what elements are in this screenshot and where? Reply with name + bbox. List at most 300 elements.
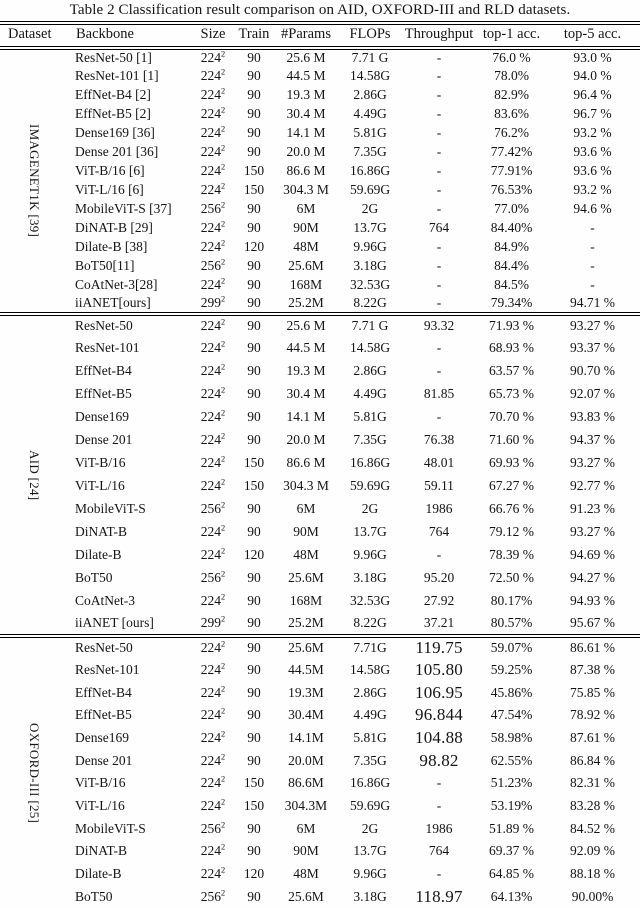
cell-train: 150 xyxy=(243,478,265,494)
table-row xyxy=(0,840,640,863)
cell-size xyxy=(190,521,236,544)
cell-params: 25.2M xyxy=(288,615,324,631)
size-value: 224 xyxy=(200,50,222,66)
cell-params: 44.5M xyxy=(288,661,324,677)
table-row xyxy=(0,613,640,636)
size-exponent: 2 xyxy=(221,200,226,210)
size-exponent: 2 xyxy=(221,614,226,624)
cell-throughput: - xyxy=(436,798,442,814)
cell-params: 25.6 M xyxy=(272,48,340,67)
dataset-label: AID [24] xyxy=(26,449,42,501)
cell-flops: 13.7G xyxy=(353,524,387,540)
cell-top5: 87.38 % xyxy=(570,661,615,677)
cell-train: 120 xyxy=(243,866,265,882)
cell-train: 90 xyxy=(247,106,261,122)
cell-backbone: CoAtNet-3 xyxy=(75,593,135,609)
cell-train: 90 xyxy=(247,570,261,586)
cell-size xyxy=(190,636,236,659)
cell-top1: 69.93 % xyxy=(489,455,534,471)
cell-top5: 93.27 % xyxy=(570,524,615,540)
cell-backbone: BoT50 xyxy=(75,888,113,904)
cell-throughput: 104.88 xyxy=(415,728,463,748)
column-header-train: Train xyxy=(236,23,272,48)
cell-size xyxy=(190,276,236,295)
cell-backbone: MobileViT-S xyxy=(75,501,146,517)
cell-params: 90M xyxy=(293,524,319,540)
cell-size xyxy=(190,727,236,750)
cell-size xyxy=(190,452,236,475)
cell-size xyxy=(190,749,236,772)
header-row xyxy=(0,23,640,48)
cell-train: 90 xyxy=(247,730,261,745)
cell-top1: 68.93 % xyxy=(489,340,534,356)
table-row xyxy=(0,818,640,841)
cell-size xyxy=(190,124,236,143)
cell-train: 90 xyxy=(247,661,261,677)
table-row xyxy=(0,105,640,124)
cell-size xyxy=(190,544,236,567)
cell-top1: 51.23% xyxy=(490,775,533,791)
cell-top1: 84.4% xyxy=(494,258,529,274)
size-exponent: 2 xyxy=(221,362,226,372)
cell-size xyxy=(190,200,236,219)
cell-top1: 59.25% xyxy=(490,661,533,677)
size-value: 224 xyxy=(200,866,222,882)
cell-backbone: Dense 201 [36] xyxy=(75,144,159,160)
size-value: 256 xyxy=(200,258,222,274)
cell-throughput: - xyxy=(436,144,442,160)
table-row xyxy=(0,772,640,795)
cell-flops: 14.58G xyxy=(349,68,391,84)
cell-top1: 51.89 % xyxy=(489,820,534,836)
cell-throughput: 1986 xyxy=(425,820,453,836)
cell-backbone: MobileViT-S [37] xyxy=(75,201,172,217)
cell-top5: 93.27 % xyxy=(570,455,615,471)
cell-top5: 93.2 % xyxy=(573,182,612,198)
cell-top1: 70.70 % xyxy=(489,409,534,425)
size-exponent: 2 xyxy=(221,238,226,248)
size-exponent: 2 xyxy=(221,774,226,784)
cell-size xyxy=(190,143,236,162)
column-header-backbone: Backbone xyxy=(68,23,190,48)
size-exponent: 2 xyxy=(221,661,226,671)
cell-params: 48M xyxy=(293,866,319,882)
cell-top5: 94.93 % xyxy=(570,593,615,609)
table-row xyxy=(0,749,640,772)
table-row xyxy=(0,544,640,567)
cell-top5: 86.61 % xyxy=(545,636,640,659)
table-caption: Table 2 Classification result comparison on AID, OXFORD-III and RLD datasets. xyxy=(69,2,571,18)
cell-size xyxy=(190,86,236,105)
cell-top1: 84.40% xyxy=(490,220,533,236)
cell-flops: 7.35G xyxy=(353,752,387,768)
table-row xyxy=(0,48,640,67)
size-exponent: 2 xyxy=(221,684,226,694)
cell-top5: 93.37 % xyxy=(570,340,615,356)
cell-train: 90 xyxy=(247,68,261,84)
cell-size xyxy=(190,840,236,863)
table-row xyxy=(0,314,640,337)
cell-train: 120 xyxy=(243,239,265,255)
size-exponent: 2 xyxy=(221,276,226,286)
cell-top5: 78.92 % xyxy=(570,707,615,723)
cell-train: 90 xyxy=(247,386,261,402)
cell-backbone: iiANET [ours] xyxy=(75,615,154,631)
cell-size xyxy=(190,314,236,337)
cell-throughput: 37.21 xyxy=(423,615,455,631)
cell-throughput: 764 xyxy=(428,524,450,540)
size-exponent: 2 xyxy=(221,294,226,304)
cell-train: 90 xyxy=(247,409,261,425)
cell-size xyxy=(190,613,236,636)
size-exponent: 2 xyxy=(221,729,226,739)
cell-backbone: ViT-L/16 [6] xyxy=(75,182,144,198)
cell-top5: 93.27 % xyxy=(545,314,640,337)
cell-flops: 2G xyxy=(361,820,379,836)
cell-top5: 83.28 % xyxy=(570,798,615,814)
cell-flops: 16.86G xyxy=(349,163,391,179)
cell-throughput: - xyxy=(436,547,442,563)
cell-throughput: 59.11 xyxy=(424,478,454,494)
cell-params: 14.1M xyxy=(288,730,324,745)
cell-top5: 90.00% xyxy=(571,888,614,904)
cell-train: 90 xyxy=(247,888,261,904)
cell-top1: 76.2% xyxy=(494,125,529,141)
size-exponent: 2 xyxy=(221,408,226,418)
table-row xyxy=(0,704,640,727)
cell-top1: 65.73 % xyxy=(489,386,534,402)
cell-params: 30.4 M xyxy=(286,386,326,402)
cell-top5: - xyxy=(590,277,595,293)
cell-top5: - xyxy=(590,220,595,236)
cell-top5: 93.83 % xyxy=(570,409,615,425)
size-exponent: 2 xyxy=(221,454,226,464)
cell-train: 90 xyxy=(247,144,261,160)
table-row xyxy=(0,475,640,498)
cell-backbone: ResNet-101 xyxy=(75,661,140,677)
column-header-flops: FLOPs xyxy=(340,23,400,48)
cell-backbone: ResNet-50 xyxy=(68,314,190,337)
cell-backbone: DiNAT-B xyxy=(75,843,128,859)
cell-params: 86.6 M xyxy=(286,455,326,471)
size-value: 224 xyxy=(200,363,222,379)
cell-flops: 7.35G xyxy=(353,144,387,160)
column-header-params: #Params xyxy=(272,23,340,48)
size-exponent: 2 xyxy=(221,546,226,556)
cell-top1: 82.9% xyxy=(494,87,529,103)
size-value: 224 xyxy=(200,478,222,494)
cell-train: 90 xyxy=(247,843,261,859)
cell-size xyxy=(190,238,236,257)
cell-top1: 76.0 % xyxy=(478,48,545,67)
column-header-top-1-acc: top-1 acc. xyxy=(478,23,545,48)
size-exponent: 2 xyxy=(221,752,226,762)
size-exponent: 2 xyxy=(221,124,226,134)
table-row xyxy=(0,452,640,475)
cell-top1: 58.98% xyxy=(490,730,533,745)
cell-top1: 84.9% xyxy=(494,239,529,255)
dataset-label-cell xyxy=(0,48,68,314)
cell-backbone: Dilate-B [38] xyxy=(75,239,148,255)
cell-size xyxy=(190,181,236,200)
cell-size xyxy=(190,886,236,908)
size-value: 224 xyxy=(200,455,222,471)
cell-flops: 8.22G xyxy=(353,615,387,631)
cell-train: 90 xyxy=(247,340,261,356)
cell-flops: 7.71 G xyxy=(340,314,400,337)
cell-flops: 7.35G xyxy=(353,432,387,448)
cell-size xyxy=(190,818,236,841)
table-row xyxy=(0,124,640,143)
size-exponent: 2 xyxy=(221,257,226,267)
size-value: 224 xyxy=(200,318,222,334)
cell-flops: 9.96G xyxy=(353,547,387,563)
table-row xyxy=(0,727,640,750)
column-header-dataset: Dataset xyxy=(0,23,68,48)
cell-top5: 91.23 % xyxy=(570,501,615,517)
cell-throughput: - xyxy=(436,163,442,179)
cell-top1: 76.53% xyxy=(490,182,533,198)
cell-throughput: 93.32 xyxy=(400,314,478,337)
cell-params: 19.3 M xyxy=(286,363,326,379)
table-row xyxy=(0,659,640,682)
cell-backbone: MobileViT-S xyxy=(75,820,146,836)
size-exponent: 2 xyxy=(221,49,226,59)
cell-train: 90 xyxy=(247,125,261,141)
size-value: 224 xyxy=(200,752,222,768)
size-value: 224 xyxy=(200,125,222,141)
cell-backbone: ResNet-50 [1] xyxy=(68,48,190,67)
size-exponent: 2 xyxy=(221,385,226,395)
cell-flops: 5.81G xyxy=(353,730,387,745)
cell-params: 168M xyxy=(289,593,323,609)
size-value: 224 xyxy=(200,775,222,791)
cell-params: 304.3 M xyxy=(283,182,329,198)
cell-train: 90 xyxy=(247,87,261,103)
cell-top5: 93.2 % xyxy=(573,125,612,141)
size-exponent: 2 xyxy=(221,431,226,441)
cell-top1: 77.91% xyxy=(490,163,533,179)
cell-flops: 13.7G xyxy=(353,220,387,236)
cell-flops: 59.69G xyxy=(349,798,391,814)
cell-top5: 93.6 % xyxy=(573,144,612,160)
cell-train: 90 xyxy=(247,363,261,379)
size-exponent: 2 xyxy=(221,820,226,830)
cell-train: 90 xyxy=(247,820,261,836)
cell-backbone: EffNet-B4 [2] xyxy=(75,87,151,103)
size-value: 224 xyxy=(200,68,222,84)
cell-params: 14.1 M xyxy=(286,409,326,425)
cell-flops: 14.58G xyxy=(349,340,391,356)
table-row xyxy=(0,383,640,406)
cell-top5: 75.85 % xyxy=(570,684,615,700)
cell-flops: 32.53G xyxy=(349,277,391,293)
size-value: 224 xyxy=(200,277,222,293)
cell-flops: 9.96G xyxy=(353,239,387,255)
cell-backbone: BoT50[11] xyxy=(75,258,135,274)
cell-top1: 64.13% xyxy=(490,888,533,904)
cell-flops: 4.49G xyxy=(353,106,387,122)
cell-size xyxy=(190,337,236,360)
cell-params: 90M xyxy=(293,843,319,859)
cell-top1: 53.19% xyxy=(490,798,533,814)
cell-train: 90 xyxy=(236,314,272,337)
cell-throughput: - xyxy=(436,182,442,198)
cell-flops: 5.81G xyxy=(353,125,387,141)
cell-size xyxy=(190,360,236,383)
table-row xyxy=(0,429,640,452)
cell-throughput: 764 xyxy=(428,843,450,859)
cell-top1: 77.0% xyxy=(494,201,529,217)
cell-top5: 92.07 % xyxy=(570,386,615,402)
cell-throughput: - xyxy=(436,258,442,274)
cell-top5: 88.18 % xyxy=(570,866,615,882)
cell-top5: 96.4 % xyxy=(573,87,612,103)
cell-train: 90 xyxy=(247,432,261,448)
size-value: 256 xyxy=(200,820,222,836)
cell-throughput: 27.92 xyxy=(423,593,455,609)
cell-top1: 83.6% xyxy=(494,106,529,122)
cell-throughput: 76.38 xyxy=(423,432,455,448)
cell-top5: 94.69 % xyxy=(570,547,615,563)
cell-throughput: - xyxy=(400,48,478,67)
table-row xyxy=(0,257,640,276)
cell-train: 90 xyxy=(236,48,272,67)
cell-top1: 71.93 % xyxy=(478,314,545,337)
cell-backbone: Dense169 [36] xyxy=(75,125,155,141)
cell-params: 304.3M xyxy=(284,798,328,814)
cell-params: 48M xyxy=(293,239,319,255)
table-row xyxy=(0,863,640,886)
size-exponent: 2 xyxy=(221,500,226,510)
cell-size xyxy=(190,406,236,429)
cell-params: 25.6M xyxy=(272,636,340,659)
cell-top1: 84.5% xyxy=(494,277,529,293)
cell-params: 86.6 M xyxy=(286,163,326,179)
cell-throughput: 95.20 xyxy=(423,570,455,586)
size-value: 224 xyxy=(200,640,222,656)
size-value: 224 xyxy=(200,144,222,160)
cell-top5: 84.52 % xyxy=(570,820,615,836)
cell-top5: 93.0 % xyxy=(545,48,640,67)
cell-size xyxy=(190,659,236,682)
size-value: 224 xyxy=(200,182,222,198)
size-exponent: 2 xyxy=(221,842,226,852)
size-exponent: 2 xyxy=(221,86,226,96)
dataset-label-cell xyxy=(0,314,68,636)
cell-train: 150 xyxy=(243,798,265,814)
cell-size xyxy=(190,67,236,86)
cell-size xyxy=(190,162,236,181)
cell-flops: 3.18G xyxy=(353,888,387,904)
cell-top5: 90.70 % xyxy=(570,363,615,379)
size-value: 224 xyxy=(200,340,222,356)
cell-throughput: 764 xyxy=(428,220,450,236)
cell-params: 20.0 M xyxy=(286,144,326,160)
cell-backbone: EffNet-B5 xyxy=(75,386,132,402)
cell-top5: 86.84 % xyxy=(570,752,615,768)
cell-throughput: - xyxy=(436,340,442,356)
cell-flops: 4.49G xyxy=(353,386,387,402)
table-row xyxy=(0,795,640,818)
cell-flops: 3.18G xyxy=(353,570,387,586)
cell-throughput: - xyxy=(436,201,442,217)
cell-size xyxy=(190,219,236,238)
cell-size xyxy=(190,429,236,452)
cell-params: 304.3 M xyxy=(283,478,329,494)
cell-params: 14.1 M xyxy=(286,125,326,141)
cell-params: 25.6M xyxy=(288,570,324,586)
cell-backbone: EffNet-B4 xyxy=(75,684,132,700)
cell-train: 90 xyxy=(247,201,261,217)
size-value: 299 xyxy=(200,615,222,631)
cell-top1: 45.86% xyxy=(490,684,533,700)
cell-top1: 78.0% xyxy=(494,68,529,84)
cell-size xyxy=(190,475,236,498)
cell-size xyxy=(190,567,236,590)
column-header-throughput: Throughput xyxy=(400,23,478,48)
cell-top1: 69.37 % xyxy=(489,843,534,859)
cell-top5: 93.6 % xyxy=(573,163,612,179)
column-header-size: Size xyxy=(190,23,236,48)
size-value: 256 xyxy=(200,888,222,904)
results-table xyxy=(0,21,640,908)
size-exponent: 2 xyxy=(221,219,226,229)
size-value: 224 xyxy=(200,239,222,255)
cell-params: 44.5 M xyxy=(286,68,326,84)
cell-params: 19.3M xyxy=(288,684,324,700)
cell-top1: 62.55% xyxy=(490,752,533,768)
cell-size xyxy=(190,590,236,613)
size-value: 224 xyxy=(200,707,222,723)
cell-flops: 2.86G xyxy=(353,684,387,700)
cell-flops: 59.69G xyxy=(349,478,391,494)
cell-throughput: - xyxy=(436,277,442,293)
cell-flops: 7.71G xyxy=(340,636,400,659)
cell-top5: - xyxy=(590,239,595,255)
cell-backbone: Dilate-B xyxy=(75,866,122,882)
table-row xyxy=(0,406,640,429)
cell-throughput: - xyxy=(436,68,442,84)
table-row xyxy=(0,276,640,295)
size-exponent: 2 xyxy=(221,592,226,602)
cell-train: 120 xyxy=(243,547,265,563)
cell-top1: 71.60 % xyxy=(489,432,534,448)
cell-throughput: 118.97 xyxy=(415,886,463,906)
size-value: 224 xyxy=(200,524,222,540)
cell-train: 90 xyxy=(247,752,261,768)
cell-flops: 2G xyxy=(361,201,379,217)
cell-top5: 92.77 % xyxy=(570,478,615,494)
size-exponent: 2 xyxy=(221,317,226,327)
cell-size xyxy=(190,704,236,727)
cell-flops: 16.86G xyxy=(349,775,391,791)
cell-throughput: - xyxy=(436,363,442,379)
size-exponent: 2 xyxy=(221,706,226,716)
cell-top1: 63.57 % xyxy=(489,363,534,379)
size-exponent: 2 xyxy=(221,143,226,153)
cell-backbone: CoAtNet-3[28] xyxy=(75,277,158,293)
table-row xyxy=(0,238,640,257)
table-row xyxy=(0,498,640,521)
cell-top5: 82.31 % xyxy=(570,775,615,791)
cell-params: 6M xyxy=(296,501,316,517)
size-exponent: 2 xyxy=(221,67,226,77)
cell-size xyxy=(190,257,236,276)
cell-backbone: Dense 201 xyxy=(75,752,133,768)
table-row xyxy=(0,521,640,544)
cell-backbone: EffNet-B4 xyxy=(75,363,132,379)
